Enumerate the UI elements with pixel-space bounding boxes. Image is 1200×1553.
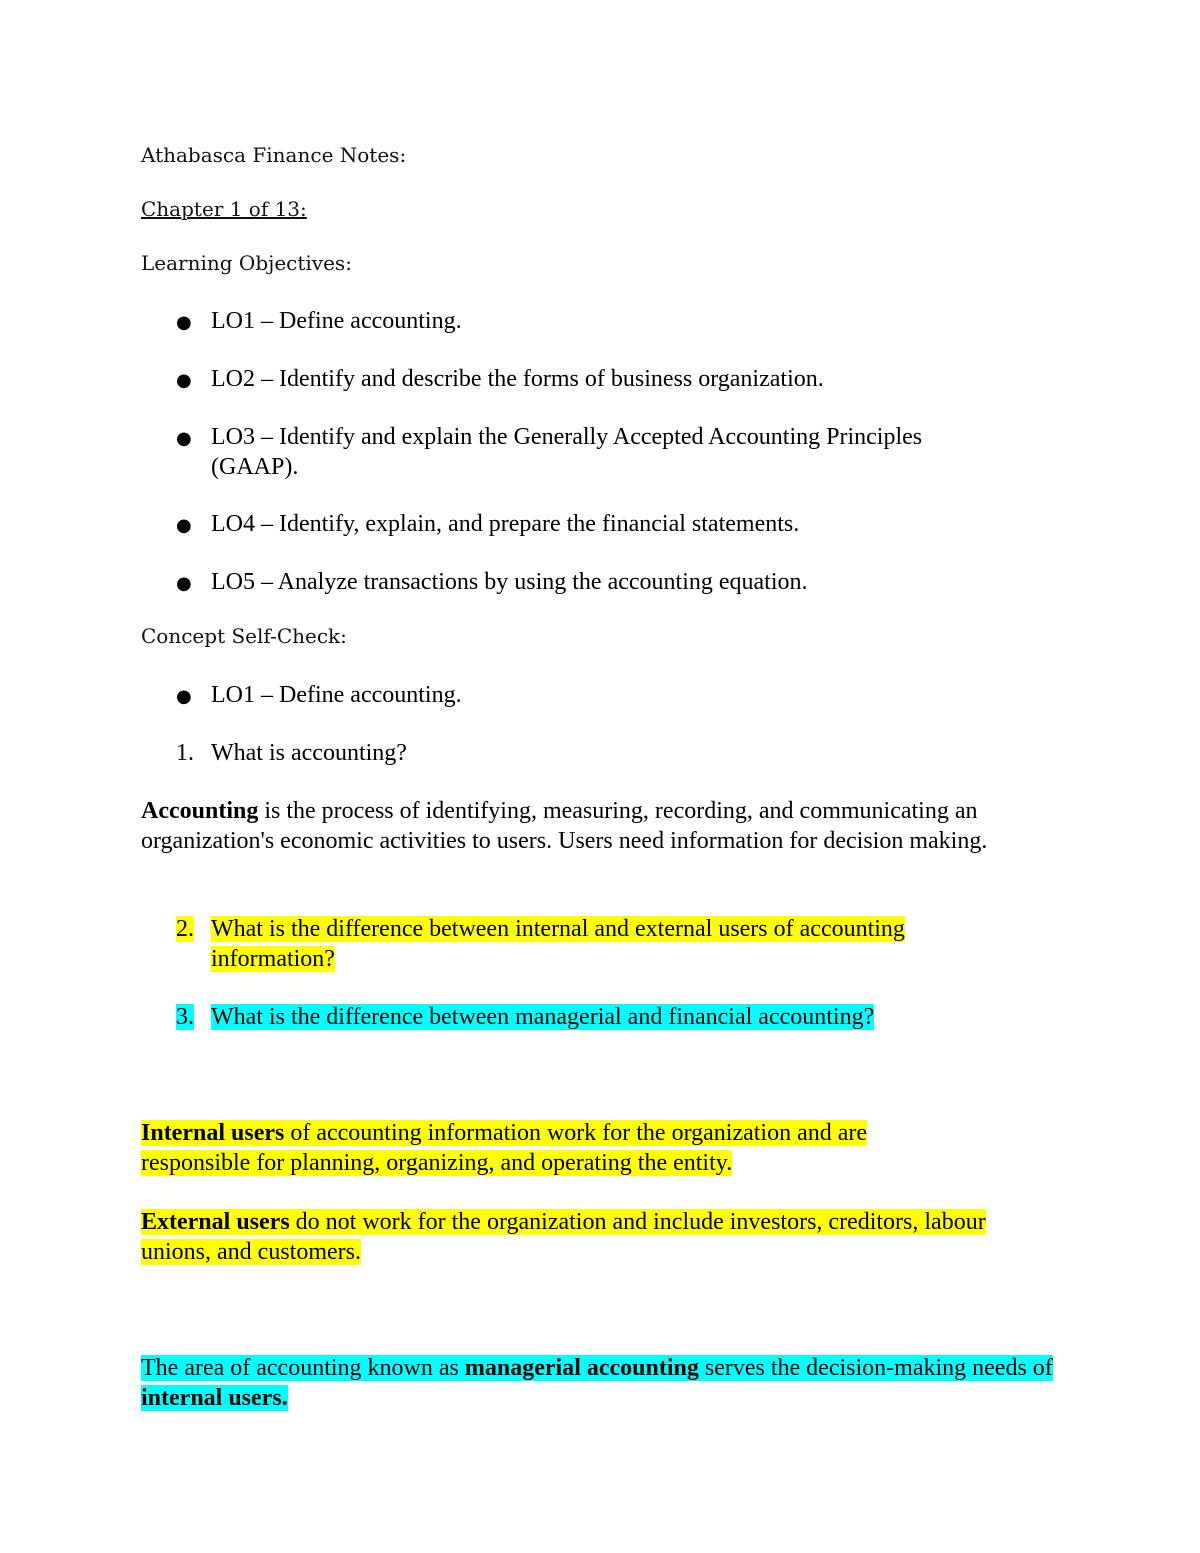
chapter-heading: Chapter 1 of 13: bbox=[141, 197, 307, 221]
question-text bbox=[211, 1002, 1031, 1032]
external-users-paragraph bbox=[141, 1207, 1021, 1267]
list-item: LO4 – Identify, explain, and prepare the financial statements. bbox=[211, 511, 800, 537]
definition-term: External users bbox=[141, 1209, 290, 1235]
definition-term: Accounting bbox=[141, 798, 259, 824]
question-text-highlight: What is the difference between managerial and financial accounting? bbox=[211, 1004, 875, 1030]
definition-term: Internal users bbox=[141, 1120, 285, 1146]
learning-objectives-heading: Learning Objectives: bbox=[141, 251, 352, 275]
bullet-icon: ● bbox=[176, 370, 192, 391]
definition-text: is the process of identifying, measuring, recording, and communicating an organization's economic activities to users. Users need information for decision making. bbox=[141, 798, 988, 854]
managerial-accounting-paragraph bbox=[141, 1353, 1066, 1413]
concept-self-check-heading: Concept Self-Check: bbox=[141, 624, 347, 648]
list-item: LO1 – Define accounting. bbox=[211, 682, 462, 708]
definition-term: internal users. bbox=[141, 1385, 288, 1411]
bullet-icon: ● bbox=[176, 573, 192, 594]
highlight bbox=[141, 1355, 1053, 1411]
question-number-highlight: 2. bbox=[176, 916, 194, 942]
question-number-highlight: 3. bbox=[176, 1004, 194, 1030]
highlight bbox=[141, 1209, 986, 1265]
internal-users-paragraph bbox=[141, 1118, 961, 1178]
list-item: LO5 – Analyze transactions by using the accounting equation. bbox=[211, 569, 808, 595]
question-number bbox=[176, 914, 194, 944]
bullet-icon: ● bbox=[176, 428, 192, 449]
question-number: 1. bbox=[176, 740, 194, 766]
definition-text: of accounting information work for the organization and are responsible for planning, organizing, and operating the entity. bbox=[141, 1120, 868, 1176]
question-text: What is accounting? bbox=[211, 740, 407, 766]
paragraph-text: serves the decision-making needs of bbox=[698, 1355, 1053, 1381]
bullet-icon: ● bbox=[176, 686, 192, 707]
question-number bbox=[176, 1002, 194, 1032]
question-text-highlight: What is the difference between internal and external users of accounting information? bbox=[211, 916, 905, 972]
definition-text: do not work for the organization and include investors, creditors, labour unions, and customers. bbox=[141, 1209, 986, 1265]
highlight bbox=[141, 1120, 867, 1176]
list-item: LO1 – Define accounting. bbox=[211, 308, 462, 334]
list-item: LO2 – Identify and describe the forms of business organization. bbox=[211, 366, 824, 392]
list-item: LO3 – Identify and explain the Generally Accepted Accounting Principles (GAAP). bbox=[211, 424, 923, 480]
definition-term: managerial accounting bbox=[464, 1355, 699, 1381]
bullet-icon: ● bbox=[176, 312, 192, 333]
question-text bbox=[211, 914, 991, 974]
accounting-definition bbox=[141, 796, 1051, 856]
bullet-icon: ● bbox=[176, 515, 192, 536]
paragraph-text: The area of accounting known as bbox=[141, 1355, 465, 1381]
document-title: Athabasca Finance Notes: bbox=[141, 143, 407, 167]
